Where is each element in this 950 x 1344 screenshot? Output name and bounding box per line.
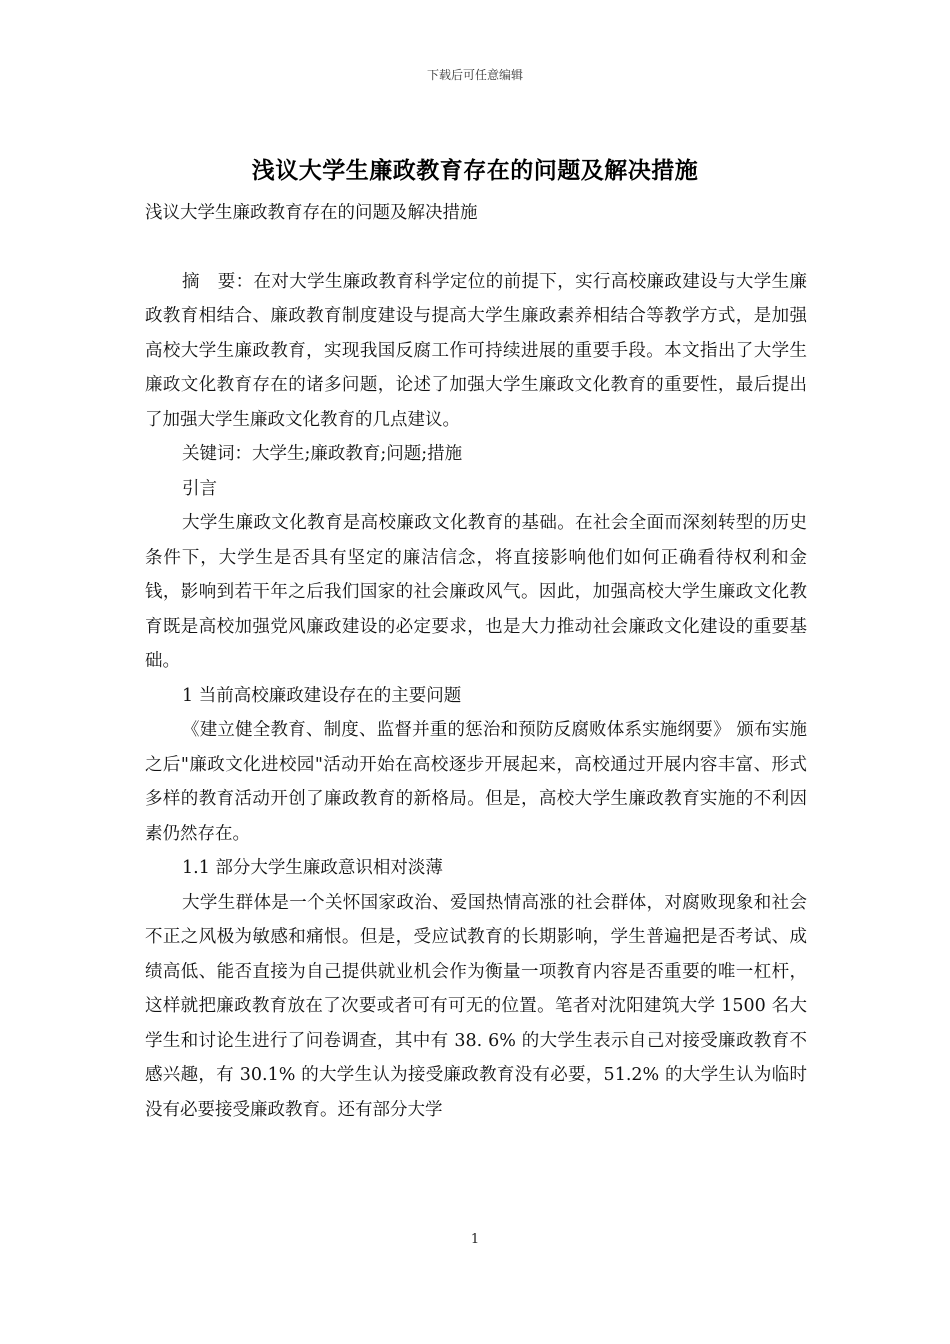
section-1-paragraph: 《建立健全教育、制度、监督并重的惩治和预防反腐败体系实施纲要》 颁布实施之后"廉政文化进校园"活动开始在高校逐步开展起来，高校通过开展内容丰富、形式多样的教育活动开创了廉政教育的新格局。但是，高校大学生廉政教育实施的不利因素仍然存在。 <box>145 720 807 844</box>
abstract-paragraph: 摘 要：在对大学生廉政教育科学定位的前提下，实行高校廉政建设与大学生廉政教育相结合、廉政教育制度建设与提高大学生廉政素养相结合等教学方式，是加强高校大学生廉政教育，实现我国反腐工作可持续进展的重要手段。本文指出了大学生廉政文化教育存在的诸多问题，论述了加强大学生廉政文化教育的重要性，最后提出了加强大学生廉政文化教育的几点建议。 <box>145 271 807 430</box>
section-1-1-paragraph: 大学生群体是一个关怀国家政治、爱国热情高涨的社会群体，对腐败现象和社会不正之风极为敏感和痛恨。但是，受应试教育的长期影响，学生普遍把是否考试、成绩高低、能否直接为自己提供就业机会作为衡量一项教育内容是否重要的唯一杠杆，这样就把廉政教育放在了次要或者可有可无的位置。笔者对沈阳建筑大学 1500 名大学生和讨论生进行了问卷调查，其中有 38. 6% 的大学生表示自己对接受廉政教育不感兴趣，有 30.1% 的大学生认为接受廉政教育没有必要，51.2% 的大学生认为临时没有必要接受廉政教育。还有部分大学 <box>145 892 807 1120</box>
header-note: 下载后可任意编辑 <box>426 68 523 82</box>
page-number: 1 <box>470 1232 480 1247</box>
intro-heading: 引言 <box>182 478 217 499</box>
keywords-line: 关键词：大学生;廉政教育;问题;措施 <box>182 444 463 464</box>
page-title: 浅议大学生廉政教育存在的问题及解决措施 <box>251 158 699 184</box>
intro-paragraph: 大学生廉政文化教育是高校廉政文化教育的基础。在社会全面而深刻转型的历史条件下，大学生是否具有坚定的廉洁信念，将直接影响他们如何正确看待权利和金钱，影响到若干年之后我们国家的社会廉政风气。因此，加强高校大学生廉政文化教育既是高校加强党风廉政建设的必定要求，也是大力推动社会廉政文化建设的重要基础。 <box>145 513 807 671</box>
subtitle: 浅议大学生廉政教育存在的问题及解决措施 <box>145 203 478 223</box>
document-body <box>145 196 807 1127</box>
section-1-1-heading: 1.1 部分大学生廉政意识相对淡薄 <box>182 858 443 878</box>
section-1-heading: 1 当前高校廉政建设存在的主要问题 <box>182 685 462 706</box>
